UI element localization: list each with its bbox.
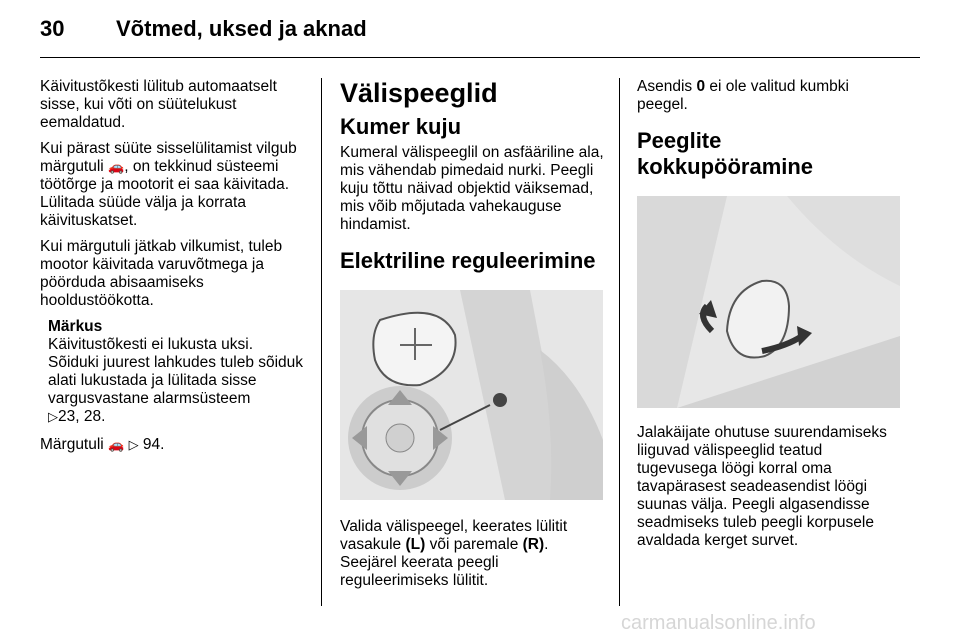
paragraph: Kui pärast süüte sisselülitamist vilgub märgutuli 🚗, on tekkinud süsteemi töötõrge ja mootorit ei saa käivitada. Lülitada süüde välja ja korrata käivituskatset.	[40, 140, 297, 229]
column-divider-1	[321, 78, 322, 606]
note-box	[48, 318, 308, 426]
paragraph: Kumeral välispeeglil on asfääriline ala, mis vähendab pimedaid nurki. Peegli kuju tõttu näivad objektid väiksemad, mis võib mõjutada vahekauguse hindamist.	[340, 144, 604, 233]
watermark: carmanualsonline.info	[621, 612, 816, 634]
subsection-heading: Elektriline reguleerimine	[340, 248, 596, 273]
paragraph: Kui märgutuli jätkab vilkumist, tuleb mootor käivitada varuvõtmega ja pöörduda abisaamiseks hooldustöökotta.	[40, 238, 283, 309]
column-2	[340, 78, 605, 598]
page-title: Võtmed, uksed ja aknad	[116, 16, 367, 41]
section-heading: Välispeeglid	[340, 78, 498, 108]
arrow-reference-icon: ▷	[128, 437, 139, 452]
section-heading: Peeglite kokkupööramine	[637, 128, 814, 179]
paragraph: Käivitustõkesti lülitub automaatselt sisse, kui võti on süütelukust eemaldatud.	[40, 78, 277, 131]
note-title: Märkus	[48, 318, 103, 335]
paragraph: Märgutuli 🚗 ▷ 94.	[40, 436, 165, 453]
column-divider-2	[619, 78, 620, 606]
column-3	[637, 78, 902, 558]
column-1	[40, 78, 308, 462]
header-divider	[40, 57, 920, 58]
mirror-control-illustration	[340, 290, 603, 500]
note-refs: 23, 28.	[58, 408, 106, 425]
car-key-icon: 🚗	[108, 437, 125, 452]
car-key-icon: 🚗	[108, 159, 125, 174]
paragraph: Jalakäijate ohutuse suurendamiseks liiguvad välispeeglid teatud tugevusega löögi korral oma tavapärasest seadeasendist löögi suunas välja. Peegli algasendisse seadmiseks tuleb peegli korpusele avaldada kerget survet.	[637, 424, 887, 549]
subsection-heading: Kumer kuju	[340, 114, 462, 139]
paragraph: Valida välispeegel, keerates lülitit vasakule (L) või paremale (R). Seejärel keerata peegli reguleerimiseks lülitit.	[340, 518, 568, 589]
page-header	[0, 0, 960, 58]
note-body: Käivitustõkesti ei lukusta uksi. Sõiduki juurest lahkudes tuleb sõiduk alati lukustada ja lülitada sisse vargusvastane alarmsüsteem	[48, 336, 304, 407]
mirror-folding-illustration	[637, 196, 900, 408]
paragraph: Asendis 0 ei ole valitud kumbki peegel.	[637, 78, 849, 113]
arrow-reference-icon: ▷	[48, 409, 58, 424]
page-number: 30	[40, 16, 65, 41]
